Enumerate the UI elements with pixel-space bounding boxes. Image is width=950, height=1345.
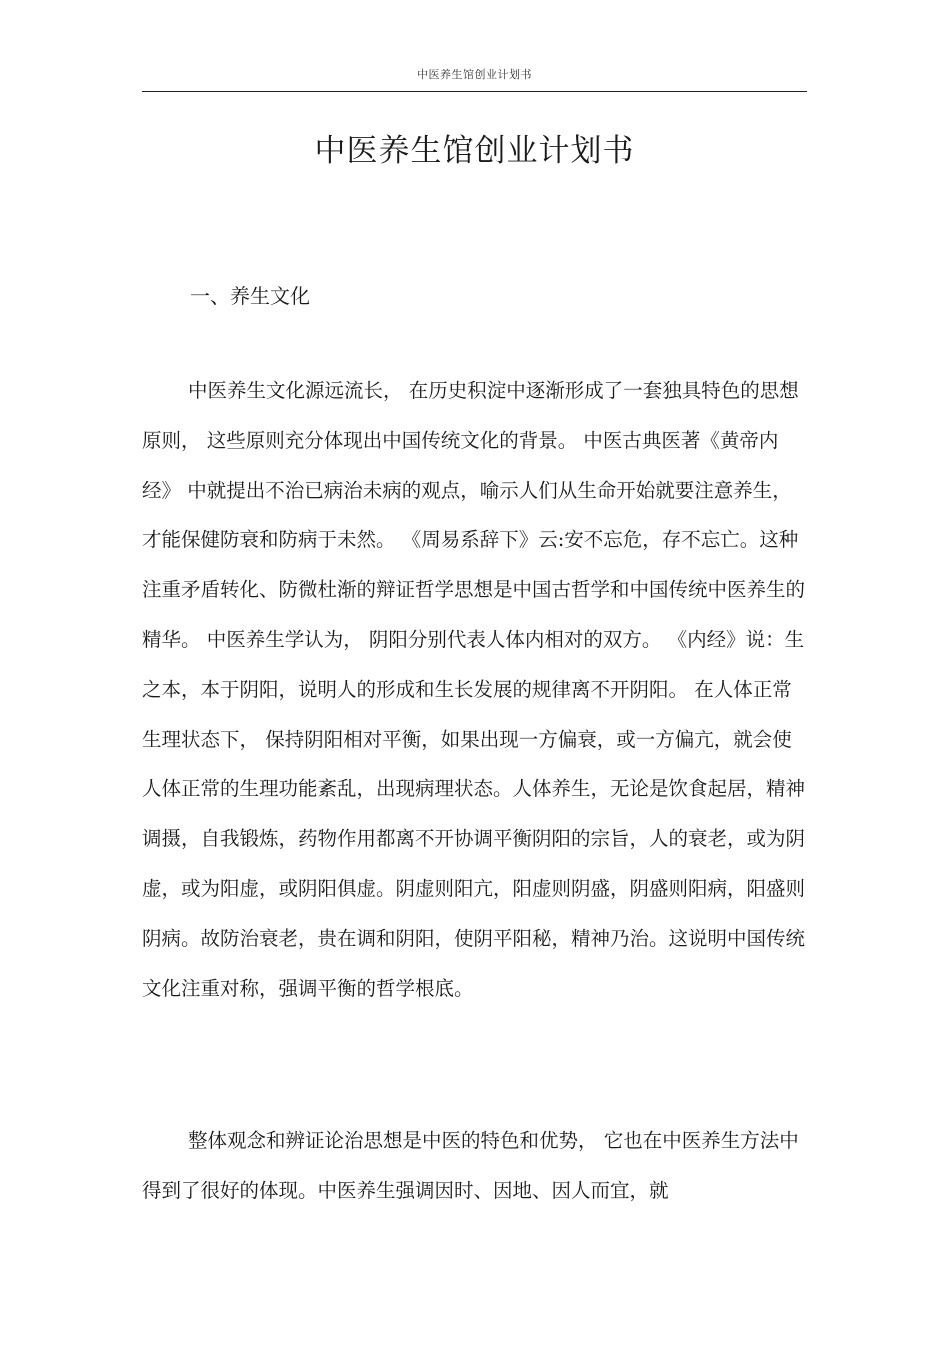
document-title: 中医养生馆创业计划书	[314, 133, 635, 169]
body-paragraph-2: 整体观念和辨证论治思想是中医的特色和优势， 它也在中医养生方法中得到了很好的体现。中医养生强调因时、因地、因人而宜，就	[142, 1129, 799, 1202]
running-header: 中医养生馆创业计划书	[417, 68, 532, 81]
body-paragraph-1: 中医养生文化源远流长， 在历史积淀中逐渐形成了一套独具特色的思想原则， 这些原则充分体现出中国传统文化的背景。 中医古典医著《黄帝内经》 中就提出不治已病治未病的观点，喻示人们从生命开始就要注意养生，才能保健防衰和防病于未然。 《周易系辞下》云:安不忘危，存不忘亡。这种注重矛盾转化、防微杜渐的辩证哲学思想是中国古哲学和中国传统中医养生的精华。 中医养生学认为， 阴阳分别代表人体内相对的双方。 《内经》说：生之本，本于阴阳，说明人的形成和生长发展的规律离不开阴阳。 在人体正常生理状态下， 保持阴阳相对平衡，如果出现一方偏衰，或一方偏亢，就会使人体正常的生理功能紊乱，出现病理状态。人体养生，无论是饮食起居，精神调摄，自我锻炼，药物作用都离不开协调平衡阴阳的宗旨，人的衰老，或为阴虚，或为阳虚，或阴阳俱虚。阴虚则阳亢，阳虚则阴盛，阴盛则阳病，阳盛则阴病。故防治衰老，贵在调和阴阳，使阴平阳秘，精神乃治。这说明中国传统文化注重对称，强调平衡的哲学根底。	[142, 379, 806, 1000]
header-divider	[142, 91, 807, 92]
section-heading: 一、养生文化	[190, 284, 310, 308]
